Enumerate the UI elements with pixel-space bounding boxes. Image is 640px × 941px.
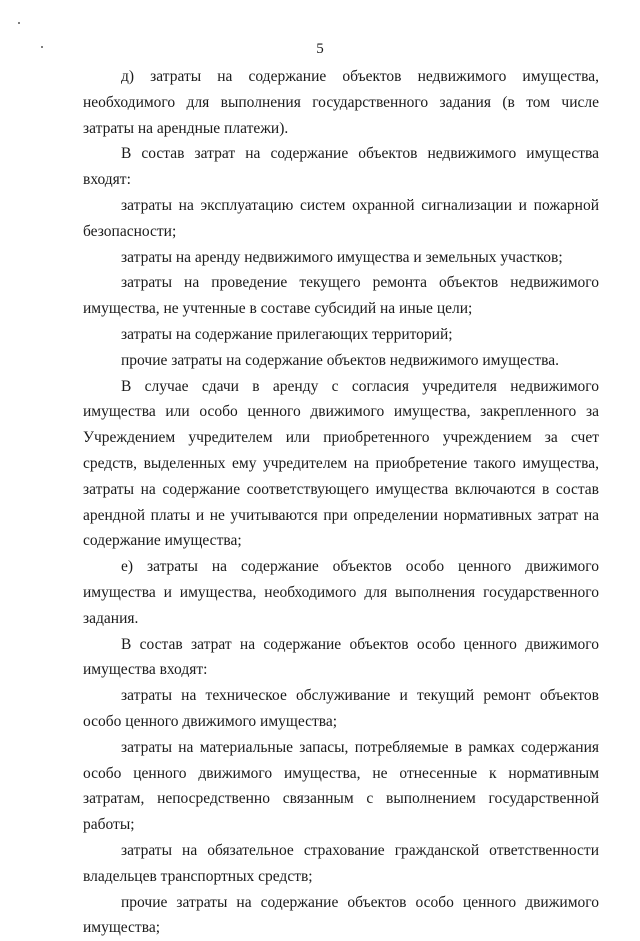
paragraph-security-systems: затраты на эксплуатацию систем охранной сигнализации и пожарной безопасности; [83,193,599,245]
paragraph-item-e: е) затраты на содержание объектов особо ценного движимого имущества и имущества, необходимого для выполнения государственного задания. [83,554,599,631]
paragraph-insurance: затраты на обязательное страхование гражданской ответственности владельцев транспортных средств; [83,838,599,890]
paragraph-territories: затраты на содержание прилегающих территорий; [83,322,599,348]
paragraph-maintenance: затраты на техническое обслуживание и текущий ремонт объектов особо ценного движимого имущества; [83,683,599,735]
paragraph-movable-costs-intro: В состав затрат на содержание объектов особо ценного движимого имущества входят: [83,632,599,684]
paragraph-other-real-estate: прочие затраты на содержание объектов недвижимого имущества. [83,348,599,374]
page-number: 5 [0,40,640,58]
document-body [83,64,599,941]
paragraph-real-estate-costs-intro: В состав затрат на содержание объектов недвижимого имущества входят: [83,141,599,193]
scan-speck [18,22,20,24]
paragraph-repair: затраты на проведение текущего ремонта объектов недвижимого имущества, не учтенные в составе субсидий на иные цели; [83,270,599,322]
paragraph-materials: затраты на материальные запасы, потребляемые в рамках содержания особо ценного движимого имущества, не отнесенные к нормативным затратам, непосредственно связанным с выполнением государственной работы; [83,735,599,838]
paragraph-lease-case: В случае сдачи в аренду с согласия учредителя недвижимого имущества или особо ценного движимого имущества, закрепленного за Учреждением учредителем или приобретенного учреждением за счет средств, выделенных ему учредителем на приобретение такого имущества, затраты на содержание соответствующего имущества включаются в состав арендной платы и не учитываются при определении нормативных затрат на содержание имущества; [83,374,599,555]
paragraph-rent: затраты на аренду недвижимого имущества и земельных участков; [83,245,599,271]
paragraph-item-d: д) затраты на содержание объектов недвижимого имущества, необходимого для выполнения государственного задания (в том числе затраты на арендные платежи). [83,64,599,141]
paragraph-other-movable: прочие затраты на содержание объектов особо ценного движимого имущества; [83,890,599,941]
